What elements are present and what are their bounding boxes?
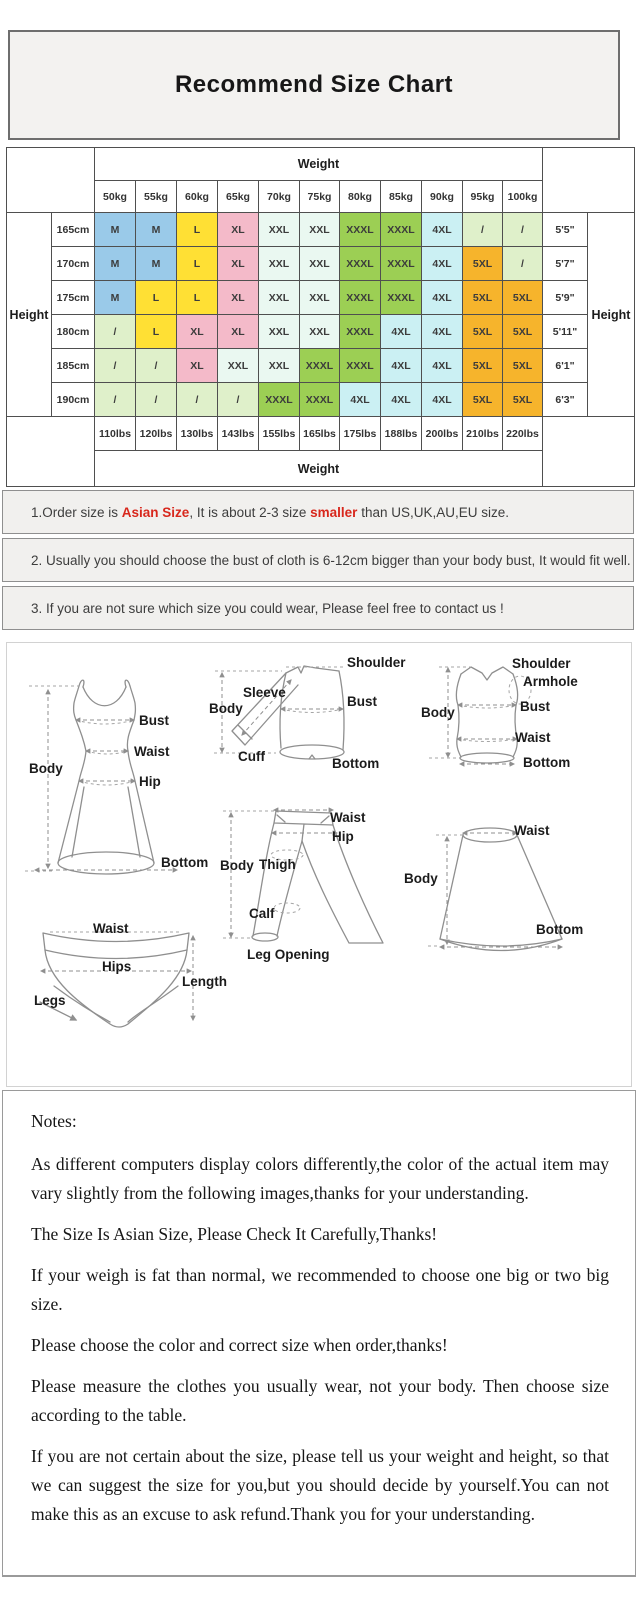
dress-body-label: Body: [29, 761, 63, 776]
order-note-text: 3. If you are not sure which size you could wear, Please feel free to contact us !: [31, 600, 504, 616]
weight-lbs-cell: 188lbs: [381, 417, 422, 451]
size-cell: XL: [218, 281, 259, 315]
size-cell: XXXL: [381, 247, 422, 281]
size-cell: XL: [177, 349, 218, 383]
pants-body-label: Body: [220, 858, 254, 873]
shirt-shoulder-label: Shoulder: [347, 655, 406, 670]
dress-hip-label: Hip: [139, 774, 161, 789]
size-cell: 5XL: [463, 281, 503, 315]
size-cell: XXL: [259, 213, 300, 247]
weight-kg-cell: 65kg: [218, 181, 259, 213]
size-cell: M: [95, 281, 136, 315]
notes-paragraph: If you are not certain about the size, please tell us your weight and height, so that we can suggest the size for you,but you should decide by yourself.You can not make this as an excuse to ask refund.Thank you for your understanding.: [31, 1446, 609, 1524]
size-cell: XXL: [259, 349, 300, 383]
pants-hip-label: Hip: [332, 829, 354, 844]
size-cell: 5XL: [463, 247, 503, 281]
weight-lbs-cell: 165lbs: [300, 417, 340, 451]
height-cm-cell: 180cm: [52, 315, 95, 349]
shirt-cuff-label: Cuff: [238, 749, 265, 764]
size-cell: XL: [218, 315, 259, 349]
shirt-bottom-label: Bottom: [332, 756, 380, 771]
shirt-body-label: Body: [209, 701, 243, 716]
size-cell: XXL: [300, 281, 340, 315]
vest-waist-label: Waist: [515, 730, 551, 745]
size-cell: 4XL: [422, 315, 463, 349]
size-cell: XXL: [300, 213, 340, 247]
size-cell: 4XL: [422, 383, 463, 417]
size-cell: /: [95, 349, 136, 383]
size-cell: 4XL: [340, 383, 381, 417]
size-cell: XXXL: [381, 281, 422, 315]
vest-body-label: Body: [421, 705, 455, 720]
pants-thigh-label: Thigh: [259, 857, 296, 872]
size-cell: 5XL: [463, 349, 503, 383]
weight-kg-cell: 90kg: [422, 181, 463, 213]
size-cell: /: [136, 349, 177, 383]
weight-kg-cell: 55kg: [136, 181, 177, 213]
vest-bottom-label: Bottom: [523, 755, 571, 770]
weight-lbs-cell: 175lbs: [340, 417, 381, 451]
table-blank-cell: [7, 417, 95, 487]
weight-kg-cell: 50kg: [95, 181, 136, 213]
underwear-length-label: Length: [182, 974, 227, 989]
size-cell: L: [136, 281, 177, 315]
order-note-text: 1.Order size is: [31, 504, 122, 520]
vest-shoulder-label: Shoulder: [512, 656, 571, 671]
order-note-text: , It is about 2-3 size: [189, 504, 311, 520]
height-ft-cell: 5'9": [543, 281, 588, 315]
size-cell: 4XL: [422, 281, 463, 315]
dress-waist-label: Waist: [134, 744, 170, 759]
height-cm-cell: 185cm: [52, 349, 95, 383]
size-cell: 5XL: [503, 349, 543, 383]
pants-calf-label: Calf: [249, 906, 275, 921]
size-cell: XXL: [300, 247, 340, 281]
weight-lbs-cell: 110lbs: [95, 417, 136, 451]
title-box: [8, 30, 620, 140]
size-cell: XXL: [259, 315, 300, 349]
size-cell: 4XL: [422, 247, 463, 281]
size-cell: M: [95, 213, 136, 247]
size-cell: 4XL: [381, 315, 422, 349]
size-cell: XXXL: [340, 213, 381, 247]
size-table: [6, 147, 635, 487]
height-ft-cell: 6'1": [543, 349, 588, 383]
weight-lbs-cell: 120lbs: [136, 417, 177, 451]
order-note-highlight: Asian Size: [121, 504, 190, 520]
underwear-waist-label: Waist: [93, 921, 129, 936]
vest-armhole-label: Armhole: [523, 674, 578, 689]
height-cm-cell: 170cm: [52, 247, 95, 281]
weight-lbs-cell: 210lbs: [463, 417, 503, 451]
size-cell: 5XL: [503, 281, 543, 315]
notes-paragraph: Please measure the clothes you usually wear, not your body. Then choose size according to the table.: [31, 1376, 609, 1425]
size-cell: 4XL: [422, 213, 463, 247]
underwear-hips-label: Hips: [102, 959, 132, 974]
weight-lbs-cell: 130lbs: [177, 417, 218, 451]
skirt-diagram: [402, 813, 597, 963]
order-note-highlight: smaller: [310, 504, 358, 520]
shirt-sleeve-label: Sleeve: [243, 685, 286, 700]
underwear-legs-label: Legs: [34, 993, 66, 1008]
size-cell: XXL: [300, 315, 340, 349]
notes-paragraph: The Size Is Asian Size, Please Check It Carefully,Thanks!: [31, 1224, 438, 1244]
height-ft-cell: 5'7": [543, 247, 588, 281]
size-cell: XXXL: [381, 213, 422, 247]
table-blank-cell: [543, 417, 635, 487]
size-cell: XXXL: [259, 383, 300, 417]
height-ft-cell: 6'3": [543, 383, 588, 417]
size-cell: XXL: [259, 281, 300, 315]
dress-bust-label: Bust: [139, 713, 169, 728]
size-cell: M: [95, 247, 136, 281]
height-ft-cell: 5'11": [543, 315, 588, 349]
size-cell: XXXL: [340, 281, 381, 315]
notes-paragraph: If your weigh is fat than normal, we recommended to choose one big or two big size.: [31, 1265, 609, 1314]
weight-kg-cell: 100kg: [503, 181, 543, 213]
weight-kg-cell: 70kg: [259, 181, 300, 213]
page-title: Recommend Size Chart: [174, 71, 454, 98]
size-cell: XXXL: [340, 247, 381, 281]
notes-heading: Notes:: [31, 1111, 77, 1131]
size-cell: XL: [177, 315, 218, 349]
weight-kg-cell: 85kg: [381, 181, 422, 213]
bottom-notes: [2, 1090, 636, 1577]
weight-kg-cell: 60kg: [177, 181, 218, 213]
dress-diagram: [21, 665, 221, 915]
height-header-left: Height: [7, 213, 52, 417]
size-cell: /: [95, 315, 136, 349]
notes-paragraph: Please choose the color and correct size when order,thanks!: [31, 1335, 448, 1355]
size-cell: M: [136, 213, 177, 247]
order-note-2: [2, 538, 634, 582]
weight-kg-cell: 75kg: [300, 181, 340, 213]
weight-header-bottom: Weight: [95, 451, 543, 487]
skirt-body-label: Body: [404, 871, 438, 886]
order-note-text: than US,UK,AU,EU size.: [357, 504, 509, 520]
size-cell: XXL: [218, 349, 259, 383]
size-cell: 5XL: [503, 383, 543, 417]
order-note-text: 2. Usually you should choose the bust of cloth is 6-12cm bigger than your body bust, It would fit well.: [31, 552, 631, 568]
dress-bottom-label: Bottom: [161, 855, 209, 870]
vest-bust-label: Bust: [520, 699, 550, 714]
height-ft-cell: 5'5": [543, 213, 588, 247]
measurement-diagrams: [6, 642, 632, 1087]
weight-lbs-cell: 143lbs: [218, 417, 259, 451]
size-cell: /: [177, 383, 218, 417]
size-cell: /: [503, 213, 543, 247]
size-cell: L: [177, 213, 218, 247]
size-cell: XL: [218, 213, 259, 247]
weight-header-top: Weight: [95, 148, 543, 181]
size-cell: 5XL: [463, 383, 503, 417]
weight-kg-cell: 80kg: [340, 181, 381, 213]
table-blank-cell: [7, 148, 95, 213]
weight-lbs-cell: 200lbs: [422, 417, 463, 451]
height-cm-cell: 165cm: [52, 213, 95, 247]
size-cell: XXXL: [300, 383, 340, 417]
size-cell: XXXL: [340, 315, 381, 349]
size-cell: /: [218, 383, 259, 417]
table-blank-cell: [543, 148, 635, 213]
size-cell: 4XL: [381, 383, 422, 417]
skirt-waist-label: Waist: [514, 823, 550, 838]
size-cell: XXL: [259, 247, 300, 281]
size-cell: L: [136, 315, 177, 349]
size-cell: XL: [218, 247, 259, 281]
shirt-bust-label: Bust: [347, 694, 377, 709]
size-cell: 4XL: [381, 349, 422, 383]
pants-waist-label: Waist: [330, 810, 366, 825]
skirt-bottom-label: Bottom: [536, 922, 584, 937]
pants-leg-opening-label: Leg Opening: [247, 947, 330, 962]
height-header-right: Height: [588, 213, 635, 417]
size-cell: /: [95, 383, 136, 417]
size-cell: /: [136, 383, 177, 417]
size-cell: XXXL: [340, 349, 381, 383]
size-cell: 5XL: [503, 315, 543, 349]
pants-diagram: [217, 803, 392, 963]
height-cm-cell: 175cm: [52, 281, 95, 315]
size-cell: /: [463, 213, 503, 247]
weight-lbs-cell: 220lbs: [503, 417, 543, 451]
size-cell: 5XL: [463, 315, 503, 349]
notes-paragraph: As different computers display colors differently,the color of the actual item may vary slightly from the following images,thanks for your understanding.: [31, 1154, 609, 1203]
weight-lbs-cell: 155lbs: [259, 417, 300, 451]
size-cell: 4XL: [422, 349, 463, 383]
size-cell: XXXL: [300, 349, 340, 383]
height-cm-cell: 190cm: [52, 383, 95, 417]
weight-kg-cell: 95kg: [463, 181, 503, 213]
size-cell: L: [177, 247, 218, 281]
order-note-3: [2, 586, 634, 630]
size-cell: L: [177, 281, 218, 315]
order-note-1: [2, 490, 634, 534]
size-cell: M: [136, 247, 177, 281]
size-cell: /: [503, 247, 543, 281]
